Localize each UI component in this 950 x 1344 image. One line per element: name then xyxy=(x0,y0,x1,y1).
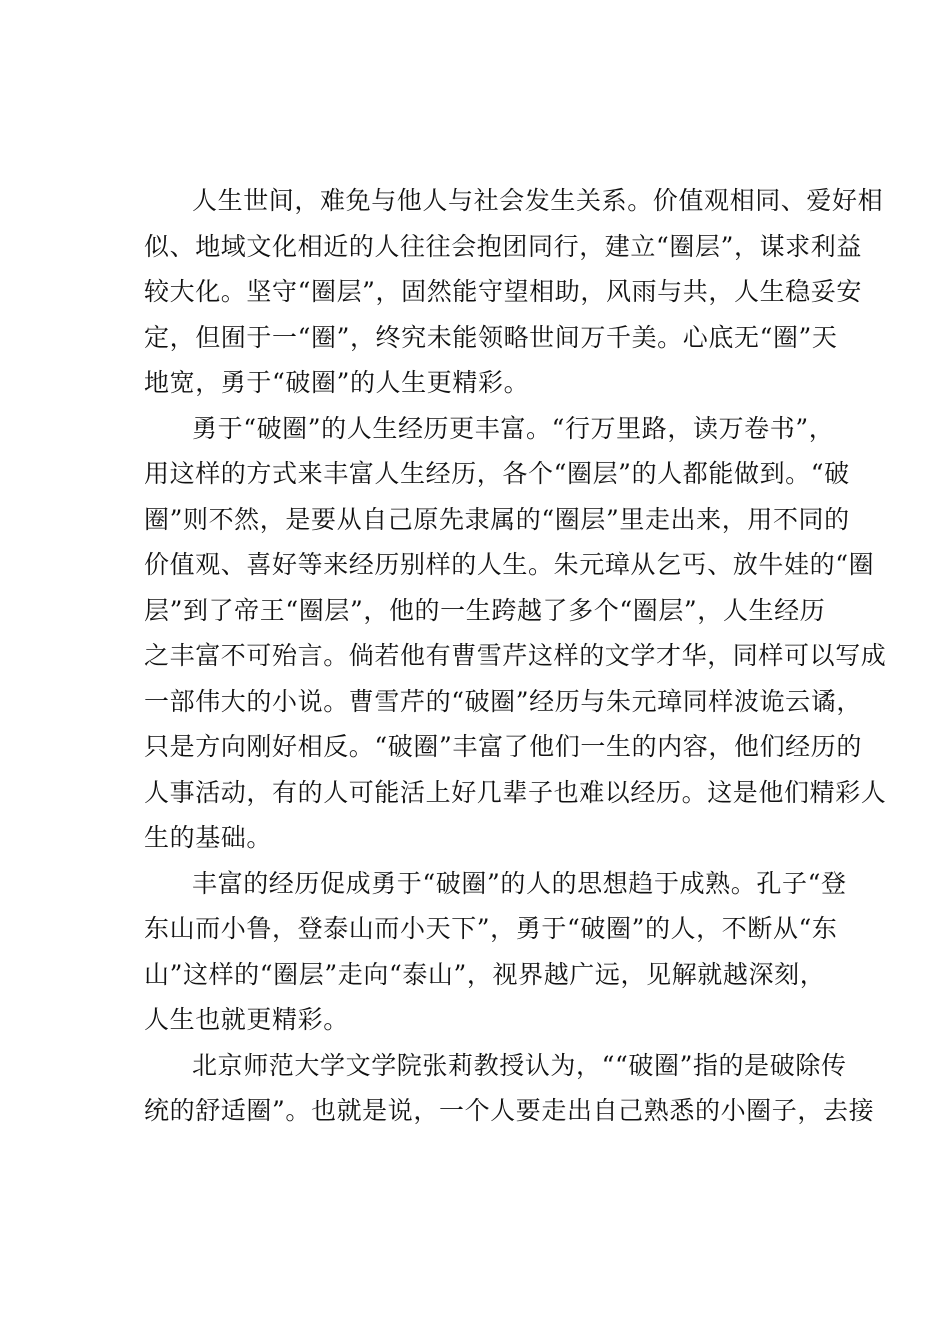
text-line: 山”这样的“圈层”走向“泰山”，视界越广远，见解就越深刻， xyxy=(144,959,826,989)
text-line: 地宽，勇于“破圈”的人生更精彩。 xyxy=(144,368,530,397)
paragraph-4 xyxy=(144,1043,875,1134)
essay-body xyxy=(144,178,887,1134)
text-line: 一部伟大的小说。曹雪芹的“破圈”经历与朱元璋同样波诡云谲， xyxy=(144,686,862,716)
text-line: 东山而小鲁，登泰山而小天下”，勇于“破圈”的人，不断从“东 xyxy=(144,914,838,943)
text-line: 似、地域文化相近的人往往会抱团同行，建立“圈层”，谋求利益 xyxy=(144,231,862,261)
text-line: 人生世间，难免与他人与社会发生关系。价值观相同、爱好相 xyxy=(192,186,884,215)
text-line: 北京师范大学文学院张莉教授认为，““破圈”指的是破除传 xyxy=(192,1050,847,1080)
text-line: 定，但囿于一“圈”，终究未能领略世间万千美。心底无“圈”天 xyxy=(144,322,838,352)
text-line: 只是方向刚好相反。“破圈”丰富了他们一生的内容，他们经历的 xyxy=(144,732,862,761)
paragraph-2 xyxy=(144,406,887,861)
text-line: 价值观、喜好等来经历别样的人生。朱元璋从乞丐、放牛娃的“圈 xyxy=(144,550,875,579)
text-line: 圈”则不然，是要从自己原先隶属的“圈层”里走出来，用不同的 xyxy=(144,504,850,534)
text-line: 人生也就更精彩。 xyxy=(144,1005,349,1034)
text-line: 层”到了帝王“圈层”，他的一生跨越了多个“圈层”，人生经历 xyxy=(144,595,826,625)
text-line: 用这样的方式来丰富人生经历，各个“圈层”的人都能做到。“破 xyxy=(144,459,850,488)
text-line: 丰富的经历促成勇于“破圈”的人的思想趋于成熟。孔子“登 xyxy=(192,868,847,898)
text-line: 生的基础。 xyxy=(144,823,273,852)
text-line: 勇于“破圈”的人生经历更丰富。“行万里路，读万卷书”， xyxy=(192,413,835,443)
paragraph-3 xyxy=(144,861,847,1043)
text-line: 统的舒适圈”。也就是说，一个人要走出自己熟悉的小圈子，去接 xyxy=(144,1096,875,1125)
text-line: 较大化。坚守“圈层”，固然能守望相助，风雨与共，人生稳妥安 xyxy=(144,277,862,306)
paragraph-1 xyxy=(144,178,884,406)
text-line: 之丰富不可殆言。倘若他有曹雪芹这样的文学才华，同样可以写成 xyxy=(144,641,887,670)
text-line: 人事活动，有的人可能活上好几辈子也难以经历。这是他们精彩人 xyxy=(144,777,887,807)
